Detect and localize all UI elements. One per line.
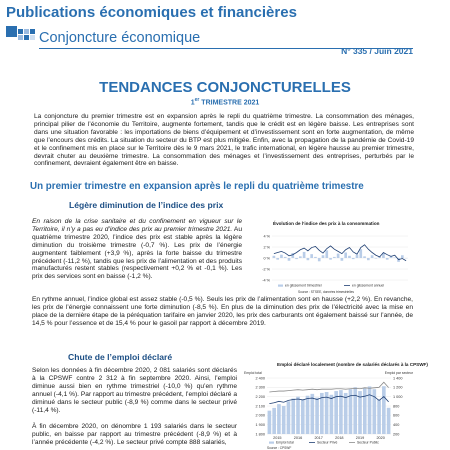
employment-total-bar (387, 408, 391, 434)
price-y-tick: -2 % (262, 267, 270, 272)
price-quarterly-bar (352, 258, 355, 259)
price-chart-plot (258, 216, 418, 296)
price-index-chart (258, 216, 418, 296)
header-mosaic-icon (18, 29, 36, 43)
legend-label-annual: en glissement annuel (352, 283, 385, 288)
employment-left-tick: 2 200 (255, 394, 265, 399)
price-quarterly-bar (341, 258, 344, 261)
price-quarterly-bar (344, 253, 347, 259)
employment-total-bar (268, 411, 272, 434)
legend-swatch-total (269, 442, 274, 444)
employment-left-axis-label: Emploi total (244, 371, 262, 375)
price-y-tick: 4 % (263, 234, 270, 239)
employment-x-tick: 2019 (355, 436, 365, 440)
employment-x-tick: 2020 (376, 436, 385, 440)
employment-chart-plot (241, 362, 416, 450)
employment-right-tick: 1 000 (393, 394, 403, 399)
legend-label-private: Secteur Privé (317, 440, 338, 445)
prices-paragraph (32, 218, 242, 281)
employment-total-bar (296, 397, 300, 434)
legend-swatch-quarterly (278, 285, 283, 287)
price-quarterly-bar (325, 250, 328, 258)
employment-total-bar (282, 406, 286, 434)
employment-total-bar (377, 399, 381, 434)
employment-total-bar (325, 392, 329, 434)
section-title: Conjoncture économique (39, 30, 201, 46)
employment-right-tick: 800 (393, 404, 400, 409)
employment-total-bar (287, 401, 291, 434)
employment-chart-source: Source : CPSWF (267, 446, 292, 450)
employment-total-bar (344, 393, 348, 434)
price-quarterly-bar (367, 258, 370, 260)
price-y-tick: -4 % (262, 278, 270, 283)
price-quarterly-bar (375, 258, 378, 259)
price-quarterly-bar (333, 257, 336, 258)
employment-total-bar (363, 388, 367, 434)
employment-x-tick: 2016 (293, 436, 303, 440)
section-heading: Un premier trimestre en expansion après le repli du quatrième trimestre (30, 181, 364, 192)
employment-total-bar (315, 398, 319, 434)
price-quarterly-bar (310, 254, 313, 258)
employment-x-tick: 2018 (335, 436, 344, 440)
public-sector-paragraph: À fin décembre 2020, on dénombre 1 193 salariés dans le secteur public, en baisse par rapport au trimestre précédent (-8,9 %) et à l’année précédente (-4,2 %). Le secteur privé compte 888 salariés, (32, 423, 237, 446)
header-square-icon (6, 26, 17, 37)
employment-total-bar (306, 396, 310, 434)
legend-label-public: Secteur Public (357, 440, 379, 445)
price-quarterly-bar (280, 255, 283, 258)
employment-total-bar (353, 387, 357, 434)
employment-left-tick: 1 900 (255, 422, 265, 427)
intro-paragraph: La conjoncture du premier trimestre est en expansion après le repli du quatrième trimestre. La consommation des ménages, principal pilier de l’économie du Territoire, augmente fortement, tandis que le crédit est en légère baisse. Les entreprises sont dans une situation favorable : les importations de biens d’équipement et d’investissement sont en forte augmentation, de même que l’encours des crédits. La situation du secteur du BTP est plus mitigée. Enfin, avec la propagation de la pandémie de Covid-19 et le confinement mis en place sur le Territoire dès le 9 mars 2021, le trafic international, en légère hausse au premier trimestre, devrait chuter au deuxième trimestre. La consommation des ménages et l’investissement des entreprises, perturbés par le confinement, devraient également être en baisse. (34, 113, 414, 168)
price-y-tick: 0 % (263, 256, 270, 261)
price-chart-title: Évolution de l’indice des prix à la consommation (273, 221, 380, 226)
prices-text: Au quatrième trimestre 2020, l’indice des prix est stable après la légère diminution du troisième trimestre (-0,7 %). Les prix de l’énergie augmentent faiblement (+3,9 %), après la forte baisse du trimestre précédent (-11,2 %), tandis que les prix de l’alimentation et des produits manufacturés restent stables (respectivement +0,2 % et -0,1 %). Les prix des services sont en baisse (-1,2 %). (32, 225, 242, 281)
price-quarterly-bar (295, 258, 298, 259)
employment-total-bar (320, 393, 324, 434)
price-quarterly-bar (363, 256, 366, 258)
employment-total-bar (330, 395, 334, 434)
price-quarterly-bar (288, 258, 291, 261)
price-quarterly-bar (356, 255, 359, 258)
employment-total-bar (277, 404, 281, 434)
price-quarterly-bar (337, 254, 340, 258)
price-quarterly-bar (273, 256, 276, 258)
employment-left-tick: 2 000 (255, 413, 265, 418)
price-quarterly-bar (322, 255, 325, 258)
price-quarterly-bar (314, 257, 317, 258)
employment-chart (241, 362, 428, 450)
subsection-heading-employment: Chute de l’emploi déclaré (68, 352, 173, 362)
employment-right-axis-label: Emploi par secteur (384, 371, 413, 375)
price-quarterly-bar (359, 249, 362, 258)
price-quarterly-bar (307, 258, 310, 260)
prices-note: En raison de la crise sanitaire et du confinement en vigueur sur le Territoire, il n’y a pas eu d’indice des prix au premier trimestre 2021. (32, 218, 242, 233)
publication-title: Publications économiques et financières (6, 4, 297, 21)
employment-total-bar (310, 394, 314, 434)
legend-label-total: Emploi total (276, 440, 294, 445)
document-title: TENDANCES CONJONCTURELLES (99, 79, 351, 96)
document-subtitle (0, 97, 450, 106)
price-quarterly-bar (393, 257, 396, 258)
price-y-tick: 2 % (263, 245, 270, 250)
employment-right-tick: 400 (393, 422, 400, 427)
employment-chart-title: Emploi déclaré localement (nombre de salariés déclarés à la CPSWF) (277, 362, 428, 367)
price-quarterly-bar (299, 256, 302, 258)
employment-x-tick: 2017 (314, 436, 323, 440)
employment-left-tick: 2 100 (255, 404, 265, 409)
employment-total-bar (382, 386, 386, 434)
price-quarterly-bar (303, 252, 306, 258)
employment-right-tick: 1 400 (393, 376, 403, 381)
employment-total-bar (291, 399, 295, 434)
subtitle-rest: TRIMESTRE 2021 (199, 99, 260, 107)
employment-left-tick: 2 400 (255, 376, 265, 381)
employment-paragraph: Selon les données à fin décembre 2020, 2 081 salariés sont déclarés à la CPSWF contre 2 312 à fin septembre 2020. Ainsi, l’emploi diminue aussi bien en rythme trimestriel (-10,0 %) qu’en rythme annuel (-4,1 %). Par rapport au trimestre précédent, l’emploi déclaré a diminué dans le secteur public (-8,9 %) comme dans le secteur privé (-11,4 %). (32, 367, 237, 414)
price-quarterly-bar (329, 258, 332, 260)
price-quarterly-bar (386, 258, 389, 260)
price-quarterly-bar (348, 256, 351, 258)
legend-label-quarterly: en glissement trimestriel (285, 283, 322, 288)
employment-left-tick: 1 800 (255, 432, 265, 437)
employment-total-bar (368, 386, 372, 434)
employment-x-tick: 2015 (273, 436, 282, 440)
employment-right-tick: 1 200 (393, 385, 403, 390)
subsection-heading-prices: Légère diminution de l’indice des prix (69, 200, 224, 210)
employment-left-tick: 2 300 (255, 385, 265, 390)
price-quarterly-bar (284, 257, 287, 258)
price-chart-source: Source : STSEE, données trimestrielles (298, 290, 354, 294)
employment-right-tick: 200 (393, 432, 400, 437)
annual-prices-paragraph: En rythme annuel, l’indice global est assez stable (-0,5 %). Seuls les prix de l’alimentation sont en hausse (+2,2 %). En revanche, les prix de l’énergie connaissent une forte diminution (-8,5 %). En plus de la diminution des prix de l’électricité avec la mise en place de la dernière étape de la péréquation tarifaire en janvier 2020, les prix des carburants ont également baissé sur l’année, de 14,5 % pour l’essence et de 15,4 % pour le gasoil par rapport à décembre 2019. (32, 296, 413, 327)
employment-right-tick: 600 (393, 413, 400, 418)
employment-total-bar (301, 399, 305, 434)
price-quarterly-bar (401, 255, 404, 258)
employment-total-bar (272, 408, 276, 434)
issue-number: N° 335 / Juin 2021 (341, 46, 413, 56)
price-quarterly-bar (371, 255, 374, 258)
price-quarterly-bar (318, 258, 321, 261)
subtitle-number: 1 (190, 99, 195, 107)
subtitle-ordinal: er (194, 97, 200, 103)
price-quarterly-bar (276, 258, 279, 260)
